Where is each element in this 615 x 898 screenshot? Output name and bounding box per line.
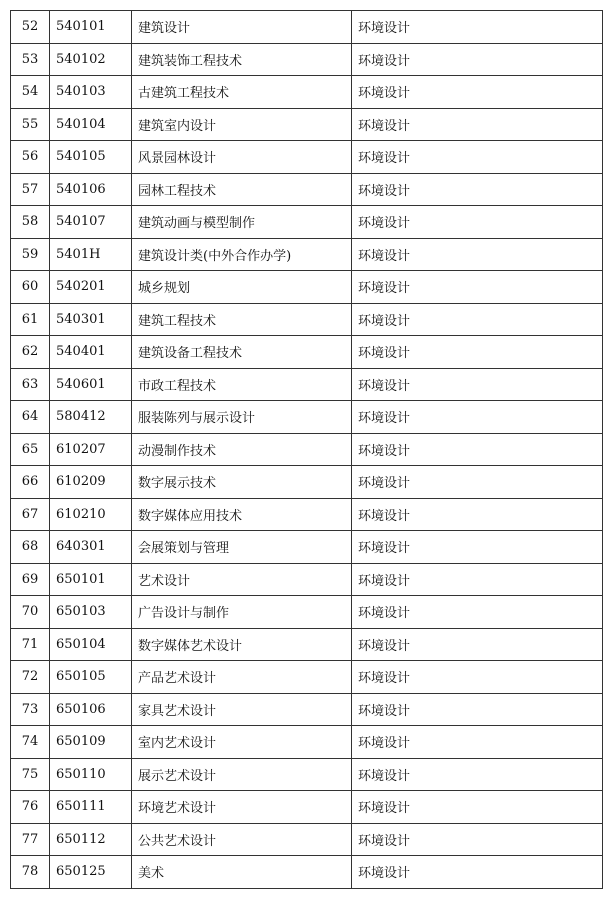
majors-table-body [11, 11, 603, 889]
table-row [11, 433, 603, 466]
table-row [11, 43, 603, 76]
table-row [11, 206, 603, 239]
major-code-cell: 540104 [50, 108, 132, 141]
category-cell: 环境设计 [352, 11, 603, 44]
major-code-cell: 540105 [50, 141, 132, 174]
major-name-cell: 风景园林设计 [132, 141, 352, 174]
category-cell: 环境设计 [352, 628, 603, 661]
majors-table [10, 10, 603, 889]
major-name-cell: 室内艺术设计 [132, 726, 352, 759]
major-name-cell: 市政工程技术 [132, 368, 352, 401]
major-name-cell: 艺术设计 [132, 563, 352, 596]
category-cell: 环境设计 [352, 368, 603, 401]
category-cell: 环境设计 [352, 303, 603, 336]
table-row [11, 238, 603, 271]
major-code-cell: 540601 [50, 368, 132, 401]
category-cell: 环境设计 [352, 466, 603, 499]
major-name-cell: 广告设计与制作 [132, 596, 352, 629]
major-name-cell: 建筑动画与模型制作 [132, 206, 352, 239]
major-name-cell: 产品艺术设计 [132, 661, 352, 694]
table-row [11, 11, 603, 44]
major-code-cell: 650125 [50, 856, 132, 889]
table-row [11, 401, 603, 434]
category-cell: 环境设计 [352, 271, 603, 304]
row-number-cell: 78 [11, 856, 50, 889]
row-number-cell: 76 [11, 791, 50, 824]
table-row [11, 856, 603, 889]
major-name-cell: 会展策划与管理 [132, 531, 352, 564]
major-code-cell: 610207 [50, 433, 132, 466]
major-name-cell: 园林工程技术 [132, 173, 352, 206]
category-cell: 环境设计 [352, 661, 603, 694]
row-number-cell: 73 [11, 693, 50, 726]
major-code-cell: 650110 [50, 758, 132, 791]
category-cell: 环境设计 [352, 43, 603, 76]
category-cell: 环境设计 [352, 238, 603, 271]
major-name-cell: 城乡规划 [132, 271, 352, 304]
major-code-cell: 540103 [50, 76, 132, 109]
table-row [11, 628, 603, 661]
category-cell: 环境设计 [352, 108, 603, 141]
row-number-cell: 75 [11, 758, 50, 791]
row-number-cell: 69 [11, 563, 50, 596]
table-row [11, 791, 603, 824]
major-name-cell: 建筑工程技术 [132, 303, 352, 336]
major-code-cell: 540301 [50, 303, 132, 336]
major-code-cell: 650112 [50, 823, 132, 856]
category-cell: 环境设计 [352, 791, 603, 824]
category-cell: 环境设计 [352, 726, 603, 759]
major-code-cell: 650106 [50, 693, 132, 726]
row-number-cell: 57 [11, 173, 50, 206]
category-cell: 环境设计 [352, 758, 603, 791]
major-name-cell: 动漫制作技术 [132, 433, 352, 466]
category-cell: 环境设计 [352, 563, 603, 596]
major-code-cell: 650109 [50, 726, 132, 759]
table-row [11, 823, 603, 856]
row-number-cell: 65 [11, 433, 50, 466]
row-number-cell: 68 [11, 531, 50, 564]
table-row [11, 76, 603, 109]
table-row [11, 271, 603, 304]
major-name-cell: 家具艺术设计 [132, 693, 352, 726]
major-code-cell: 540401 [50, 336, 132, 369]
row-number-cell: 67 [11, 498, 50, 531]
major-name-cell: 数字媒体艺术设计 [132, 628, 352, 661]
row-number-cell: 62 [11, 336, 50, 369]
major-name-cell: 环境艺术设计 [132, 791, 352, 824]
category-cell: 环境设计 [352, 498, 603, 531]
major-code-cell: 540107 [50, 206, 132, 239]
row-number-cell: 59 [11, 238, 50, 271]
category-cell: 环境设计 [352, 173, 603, 206]
major-code-cell: 540201 [50, 271, 132, 304]
major-code-cell: 580412 [50, 401, 132, 434]
table-row [11, 498, 603, 531]
major-code-cell: 650103 [50, 596, 132, 629]
row-number-cell: 70 [11, 596, 50, 629]
category-cell: 环境设计 [352, 596, 603, 629]
row-number-cell: 72 [11, 661, 50, 694]
table-row [11, 531, 603, 564]
table-row [11, 563, 603, 596]
category-cell: 环境设计 [352, 531, 603, 564]
major-code-cell: 540102 [50, 43, 132, 76]
table-row [11, 726, 603, 759]
major-code-cell: 610210 [50, 498, 132, 531]
major-name-cell: 数字媒体应用技术 [132, 498, 352, 531]
row-number-cell: 53 [11, 43, 50, 76]
category-cell: 环境设计 [352, 141, 603, 174]
category-cell: 环境设计 [352, 206, 603, 239]
category-cell: 环境设计 [352, 76, 603, 109]
row-number-cell: 55 [11, 108, 50, 141]
category-cell: 环境设计 [352, 336, 603, 369]
major-code-cell: 650101 [50, 563, 132, 596]
table-row [11, 173, 603, 206]
table-row [11, 108, 603, 141]
major-name-cell: 古建筑工程技术 [132, 76, 352, 109]
category-cell: 环境设计 [352, 856, 603, 889]
row-number-cell: 64 [11, 401, 50, 434]
table-row [11, 141, 603, 174]
row-number-cell: 74 [11, 726, 50, 759]
category-cell: 环境设计 [352, 433, 603, 466]
category-cell: 环境设计 [352, 401, 603, 434]
table-row [11, 368, 603, 401]
table-row [11, 303, 603, 336]
table-row [11, 336, 603, 369]
row-number-cell: 77 [11, 823, 50, 856]
table-row [11, 758, 603, 791]
row-number-cell: 61 [11, 303, 50, 336]
major-name-cell: 数字展示技术 [132, 466, 352, 499]
major-code-cell: 650104 [50, 628, 132, 661]
category-cell: 环境设计 [352, 693, 603, 726]
major-name-cell: 建筑设备工程技术 [132, 336, 352, 369]
major-code-cell: 540101 [50, 11, 132, 44]
category-cell: 环境设计 [352, 823, 603, 856]
table-row [11, 693, 603, 726]
table-row [11, 596, 603, 629]
major-code-cell: 5401H [50, 238, 132, 271]
major-code-cell: 540106 [50, 173, 132, 206]
major-name-cell: 建筑室内设计 [132, 108, 352, 141]
major-code-cell: 640301 [50, 531, 132, 564]
major-code-cell: 650105 [50, 661, 132, 694]
row-number-cell: 63 [11, 368, 50, 401]
row-number-cell: 52 [11, 11, 50, 44]
major-name-cell: 美术 [132, 856, 352, 889]
major-code-cell: 650111 [50, 791, 132, 824]
table-row [11, 661, 603, 694]
major-name-cell: 展示艺术设计 [132, 758, 352, 791]
row-number-cell: 71 [11, 628, 50, 661]
row-number-cell: 66 [11, 466, 50, 499]
major-name-cell: 公共艺术设计 [132, 823, 352, 856]
row-number-cell: 56 [11, 141, 50, 174]
major-name-cell: 建筑设计 [132, 11, 352, 44]
row-number-cell: 60 [11, 271, 50, 304]
row-number-cell: 58 [11, 206, 50, 239]
row-number-cell: 54 [11, 76, 50, 109]
major-name-cell: 服装陈列与展示设计 [132, 401, 352, 434]
table-row [11, 466, 603, 499]
major-name-cell: 建筑装饰工程技术 [132, 43, 352, 76]
major-name-cell: 建筑设计类(中外合作办学) [132, 238, 352, 271]
major-code-cell: 610209 [50, 466, 132, 499]
